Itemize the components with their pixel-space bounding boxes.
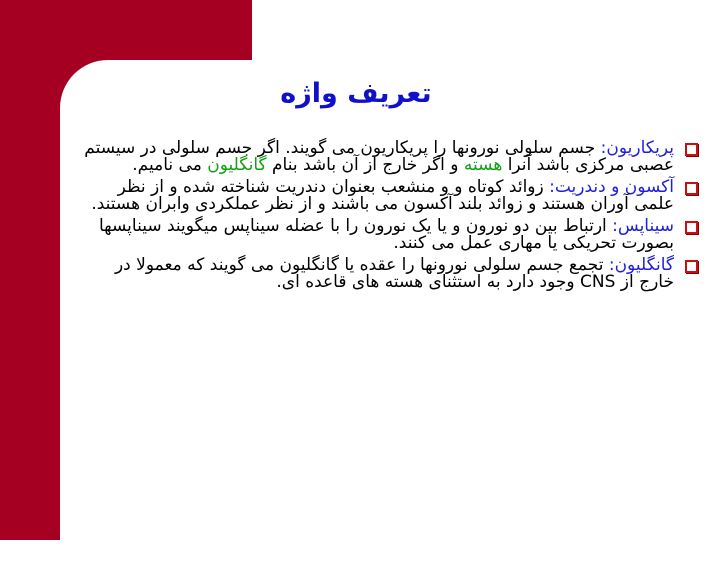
square-bullet-icon: [685, 143, 698, 156]
term-label: گانگلیون:: [608, 255, 674, 275]
list-item-pericaryon: [78, 140, 698, 174]
highlight-word: گانگلیون: [207, 155, 267, 175]
definition-text: می نامیم.: [132, 155, 208, 175]
definition-text: زوائد کوتاه و و منشعب بعنوان دندریت شناخته شده و از نظر علمی آوران هستند و زوائد بلند آکسون می باشند و از نظر عملکردی وابران هستند.: [91, 177, 674, 214]
definition-text: جسم سلولی نورونها را پریکاریون می گویند. اگر جسم سلولی در سیستم عصبی مرکزی باشد آنرا: [84, 138, 674, 175]
definitions-list: [78, 140, 698, 296]
list-item-synapse: [78, 218, 698, 252]
list-item-axon-dendrite: [78, 179, 698, 213]
definition-text: تجمع جسم سلولی نورونها را عقده یا گانگلیون می گویند که معمولا در خارج از CNS وجود دارد به استثنای هسته های قاعده ای.: [114, 255, 674, 292]
definition-text: و اگر خارج از آن باشد بنام: [266, 155, 464, 175]
square-bullet-icon: [685, 260, 698, 273]
list-item-ganglion: [78, 257, 698, 291]
term-label: پریکاریون:: [600, 138, 674, 158]
square-bullet-icon: [685, 182, 698, 195]
highlight-word: هسته: [463, 155, 503, 175]
square-bullet-icon: [685, 221, 698, 234]
definition-text: ارتباط بین دو نورون و یا یک نورون را با عضله سیناپس میگویند سیناپسها بصورت تحریکی یا مهاری عمل می کنند.: [98, 216, 674, 253]
term-label: سیناپس:: [612, 216, 674, 236]
term-label: آکسون و دندریت:: [549, 177, 674, 197]
slide-title: تعریف واژه: [280, 78, 432, 109]
